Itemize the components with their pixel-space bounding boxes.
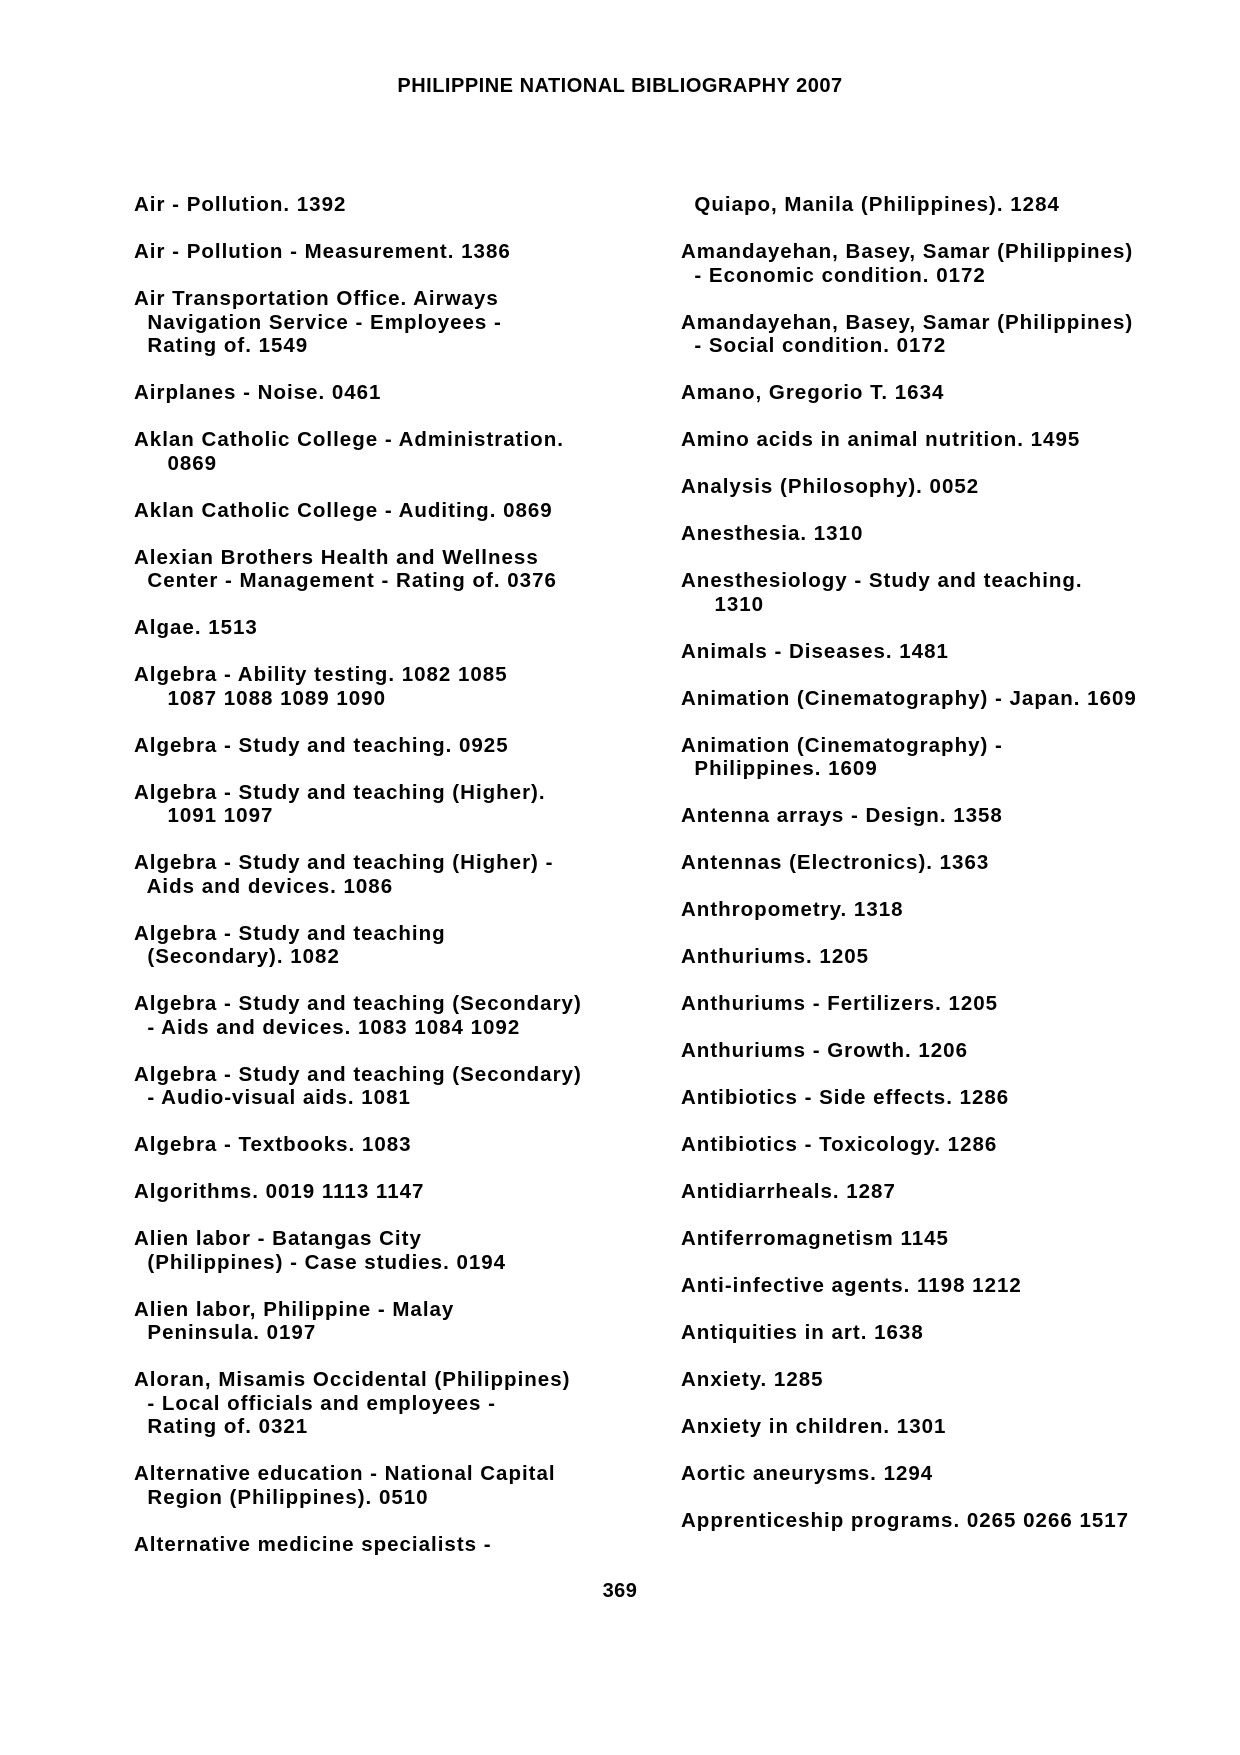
index-entry (681, 522, 1221, 546)
index-entry-line: Antibiotics - Side effects. 1286 (681, 1086, 1010, 1109)
index-entry-line: Rating of. 0321 (134, 1415, 309, 1438)
page-number: 369 (602, 1580, 638, 1602)
index-entry-line: Air - Pollution. 1392 (134, 193, 347, 216)
index-entry-line: Algorithms. 0019 1113 1147 (134, 1180, 425, 1203)
index-entry (681, 1415, 1221, 1439)
index-entry-line: Alexian Brothers Health and Wellness (134, 545, 539, 569)
index-entry-line: Aloran, Misamis Occidental (Philippines) (134, 1368, 571, 1391)
index-entry-line: Antenna arrays - Design. 1358 (681, 804, 1003, 827)
index-entry-line: Quiapo, Manila (Philippines). 1284 (681, 193, 1060, 216)
index-entry-line: Animation (Cinematography) - Japan. 1609 (681, 686, 1137, 710)
index-entry (134, 734, 654, 758)
index-entry (134, 240, 654, 264)
index-entry-line: Animation (Cinematography) - (681, 733, 1003, 757)
index-column-left (134, 193, 654, 1580)
index-entry-line: Algebra - Study and teaching (Higher). (134, 780, 546, 804)
index-entry-line: Philippines. 1609 (681, 757, 878, 780)
index-entry (681, 240, 1221, 287)
index-entry-line: Center - Management - Rating of. 0376 (134, 569, 557, 592)
index-entry-line: - Economic condition. 0172 (681, 263, 986, 287)
index-entry-line: Region (Philippines). 0510 (134, 1485, 429, 1509)
index-entry (134, 1533, 654, 1557)
index-entry-line: Analysis (Philosophy). 0052 (681, 475, 980, 498)
index-entry (134, 616, 654, 640)
index-entry-line: Anthropometry. 1318 (681, 898, 904, 921)
index-entry-line: Anthuriums. 1205 (681, 945, 870, 968)
index-entry-line: Algebra - Study and teaching (134, 921, 446, 945)
index-entry-line: Antennas (Electronics). 1363 (681, 851, 990, 874)
index-entry-line: Antiferromagnetism 1145 (681, 1227, 949, 1250)
index-entry-line: 1310 (681, 592, 765, 616)
index-entry (681, 734, 1221, 781)
index-entry (681, 1509, 1221, 1533)
index-entry-line: Algebra - Ability testing. 1082 1085 (134, 663, 508, 686)
index-entry-line: - Aids and devices. 1083 1084 1092 (134, 1015, 521, 1039)
index-entry-line: - Local officials and employees - (134, 1391, 496, 1415)
index-entry (134, 193, 654, 217)
index-entry-line: Rating of. 1549 (134, 334, 309, 357)
index-entry-line: Algebra - Textbooks. 1083 (134, 1133, 412, 1156)
index-entry (681, 475, 1221, 499)
index-entry-line: Apprenticeship programs. 0265 0266 1517 (681, 1509, 1130, 1532)
index-entry (681, 945, 1221, 969)
index-entry-line: Amino acids in animal nutrition. 1495 (681, 428, 1081, 451)
index-entry (681, 569, 1221, 616)
index-entry-line: Anxiety in children. 1301 (681, 1415, 947, 1438)
index-entry (681, 1086, 1221, 1110)
index-entry-line: Antidiarrheals. 1287 (681, 1180, 896, 1203)
index-entry (134, 287, 654, 358)
index-column-right (681, 193, 1221, 1556)
index-entry-line: Anxiety. 1285 (681, 1368, 824, 1391)
index-entry (134, 1180, 654, 1204)
index-entry (681, 851, 1221, 875)
index-entry (134, 1368, 654, 1439)
index-entry-line: Airplanes - Noise. 0461 (134, 381, 382, 404)
index-entry-line: 1087 1088 1089 1090 (134, 686, 386, 710)
index-entry-line: 1091 1097 (134, 804, 274, 827)
index-entry (681, 1039, 1221, 1063)
index-entry (134, 381, 654, 405)
index-entry (134, 1133, 654, 1157)
index-entry (134, 499, 654, 523)
index-entry (134, 851, 654, 898)
index-entry-line: Aklan Catholic College - Auditing. 0869 (134, 498, 553, 522)
index-entry (681, 898, 1221, 922)
index-entry (681, 1274, 1221, 1298)
index-entry-line: Aids and devices. 1086 (134, 874, 394, 898)
index-entry (681, 1368, 1221, 1392)
index-entry-line: (Secondary). 1082 (134, 945, 340, 968)
index-entry-line: Antibiotics - Toxicology. 1286 (681, 1133, 998, 1156)
index-entry-line: Peninsula. 0197 (134, 1321, 317, 1344)
index-entry (681, 1133, 1221, 1157)
index-entry-line: Algae. 1513 (134, 616, 258, 639)
index-entry-line: Navigation Service - Employees - (134, 310, 502, 334)
index-entry-line: (Philippines) - Case studies. 0194 (134, 1250, 507, 1274)
index-entry-line: Anesthesia. 1310 (681, 522, 864, 545)
index-entry (681, 804, 1221, 828)
index-entry (134, 1462, 654, 1509)
index-entry (681, 193, 1221, 217)
index-entry-line: Amano, Gregorio T. 1634 (681, 381, 945, 404)
index-entry-line: Antiquities in art. 1638 (681, 1321, 924, 1344)
index-entry-line: Air Transportation Office. Airways (134, 287, 499, 310)
index-entry-line: Air - Pollution - Measurement. 1386 (134, 240, 511, 263)
index-entry (134, 428, 654, 475)
index-entry (681, 640, 1221, 664)
index-entry (681, 311, 1221, 358)
index-entry-line: Algebra - Study and teaching (Secondary) (134, 1062, 582, 1086)
index-entry (134, 1298, 654, 1345)
index-entry (681, 1227, 1221, 1251)
index-entry-line: Anesthesiology - Study and teaching. (681, 569, 1083, 592)
index-entry-line: 0869 (134, 451, 218, 475)
index-entry-line: Animals - Diseases. 1481 (681, 639, 949, 663)
index-entry-line: Alternative medicine specialists - (134, 1532, 492, 1556)
index-entry (681, 687, 1221, 711)
index-entry (681, 1321, 1221, 1345)
index-entry (134, 922, 654, 969)
index-entry (681, 381, 1221, 405)
index-entry-line: Alien labor, Philippine - Malay (134, 1297, 455, 1321)
index-entry-line: Amandayehan, Basey, Samar (Philippines) (681, 240, 1134, 263)
index-entry-line: Algebra - Study and teaching (Higher) - (134, 851, 554, 874)
index-entry (134, 992, 654, 1039)
index-entry (681, 1462, 1221, 1486)
index-entry-line: - Audio-visual aids. 1081 (134, 1086, 411, 1109)
index-entry (681, 428, 1221, 452)
index-entry-line: Alternative education - National Capital (134, 1462, 556, 1485)
index-entry-line: Anthuriums - Growth. 1206 (681, 1039, 968, 1062)
index-entry (134, 663, 654, 710)
index-entry-line: Aklan Catholic College - Administration. (134, 428, 564, 451)
index-entry-line: Amandayehan, Basey, Samar (Philippines) (681, 310, 1134, 334)
index-entry (681, 1180, 1221, 1204)
index-entry-line: Algebra - Study and teaching (Secondary) (134, 992, 582, 1015)
index-entry (681, 992, 1221, 1016)
index-entry-line: Aortic aneurysms. 1294 (681, 1462, 934, 1485)
index-entry (134, 1063, 654, 1110)
index-entry-line: Algebra - Study and teaching. 0925 (134, 733, 509, 757)
index-entry-line: Anthuriums - Fertilizers. 1205 (681, 992, 999, 1015)
index-entry-line: Anti-infective agents. 1198 1212 (681, 1274, 1022, 1297)
page-header-title: PHILIPPINE NATIONAL BIBLIOGRAPHY 2007 (397, 75, 843, 97)
index-entry (134, 546, 654, 593)
index-entry (134, 1227, 654, 1274)
index-entry (134, 781, 654, 828)
index-entry-line: Alien labor - Batangas City (134, 1227, 422, 1250)
index-entry-line: - Social condition. 0172 (681, 334, 947, 357)
